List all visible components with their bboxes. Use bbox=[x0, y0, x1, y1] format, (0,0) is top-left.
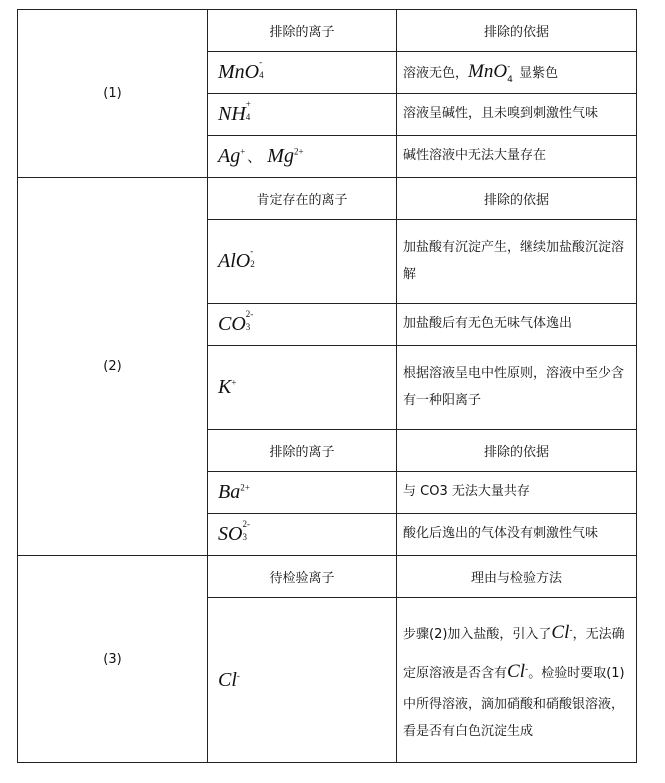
reason-silver-magnesium: 碱性溶液中无法大量存在 bbox=[397, 136, 637, 178]
ion-analysis-table bbox=[17, 9, 637, 763]
section-1-header-reason: 排除的依据 bbox=[397, 10, 637, 52]
ion-barium: $Ba^{2+}$ bbox=[208, 472, 397, 514]
ion-chloride: Cl- bbox=[208, 598, 397, 763]
reason-ammonium: 溶液呈碱性，且未嗅到刺激性气味 bbox=[397, 94, 637, 136]
section-3-label: (3) bbox=[18, 556, 208, 763]
section-3-header-reason: 理由与检验方法 bbox=[397, 556, 637, 598]
reason-permanganate: 溶液无色，MnO - 4 显紫色 bbox=[397, 52, 637, 94]
section-2-header-ion: 肯定存在的离子 bbox=[208, 178, 397, 220]
section-2-label: (2) bbox=[18, 178, 208, 556]
reason-sulfite: 酸化后逸出的气体没有刺激性气味 bbox=[397, 514, 637, 556]
section-3-header-ion: 待检验离子 bbox=[208, 556, 397, 598]
ion-permanganate: MnO - 4 bbox=[208, 52, 397, 94]
ion-aluminate: AlO - 2 bbox=[208, 220, 397, 304]
ion-silver-magnesium: Ag+ 、 $Mg^{2+}$ bbox=[208, 136, 397, 178]
section-1-label: (1) bbox=[18, 10, 208, 178]
ion-carbonate: CO 2- 3 bbox=[208, 304, 397, 346]
section-2-header2-ion: 排除的离子 bbox=[208, 430, 397, 472]
section-1-header-ion: 排除的离子 bbox=[208, 10, 397, 52]
section-2-header2-reason: 排除的依据 bbox=[397, 430, 637, 472]
reason-carbonate: 加盐酸后有无色无味气体逸出 bbox=[397, 304, 637, 346]
reason-chloride: 步骤(2)加入盐酸，引入了Cl-，无法确定原溶液是否含有Cl-。检验时要取(1)中所得溶液，滴加硝酸和硝酸银溶液，看是否有白色沉淀生成 bbox=[397, 598, 637, 763]
ion-potassium: K+ bbox=[208, 346, 397, 430]
section-2-header-reason: 排除的依据 bbox=[397, 178, 637, 220]
reason-barium: 与 CO3 无法大量共存 bbox=[397, 472, 637, 514]
reason-aluminate: 加盐酸有沉淀产生，继续加盐酸沉淀溶解 bbox=[397, 220, 637, 304]
ion-ammonium: NH + 4 bbox=[208, 94, 397, 136]
reason-potassium: 根据溶液呈电中性原则，溶液中至少含有一种阳离子 bbox=[397, 346, 637, 430]
ion-sulfite: SO 2- 3 bbox=[208, 514, 397, 556]
